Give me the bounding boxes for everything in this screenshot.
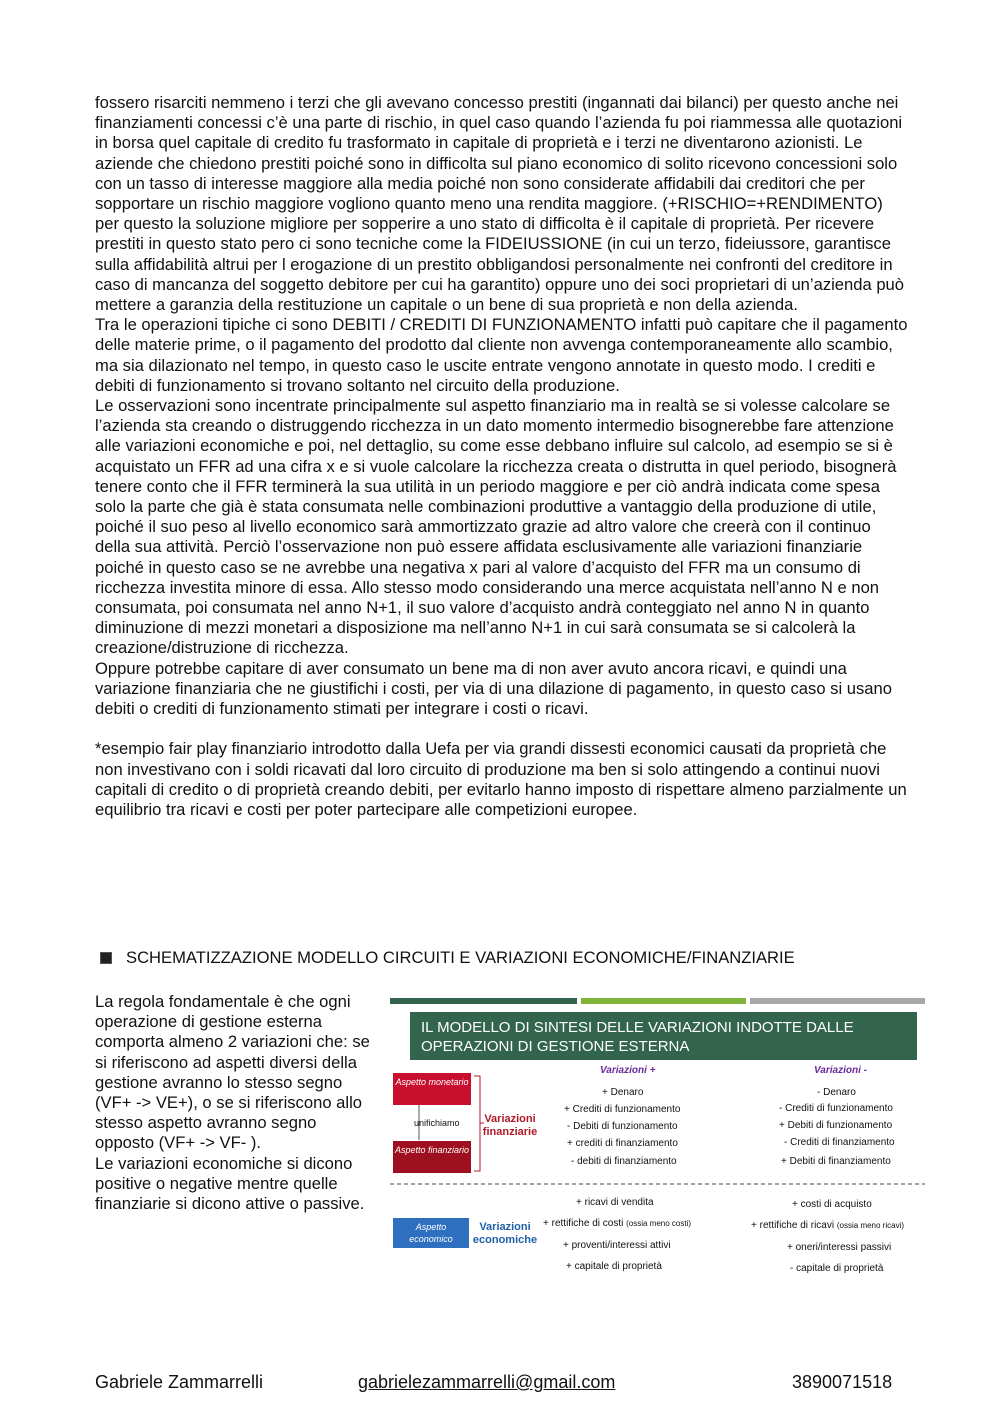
eco-minus-item-text: + rettifiche di ricavi [751,1220,835,1231]
eco-plus-item: + capitale di proprietà [566,1261,662,1272]
variazioni-finanziarie-label: Variazioni finanziarie [482,1113,538,1138]
paragraph: Oppure potrebbe capitare di aver consumato un bene ma di non aver avuto ancora ricavi, e quindi una variazione finanziaria che ne giustifichi i costi, per via di una dilazione di pagamento, in questo caso si usano debiti o crediti di funzionamento stimati per integrare i costi o ricavi. [95,658,892,719]
section-heading [100,947,795,969]
unifichiamo-label: unifichiamo [414,1118,460,1128]
fin-minus-item: + Debiti di finanziamento [781,1156,891,1167]
footnote-paragraph: *esempio fair play finanziario introdotto dalla Uefa per via grandi dissesti economici causati da proprietà che non investivano con i soldi ricavati dal loro circuito di produzione ma ben si solo attingendo a continui nuovi capitali di credito o di proprietà creando debiti, per evitarlo hanno imposto di rispettare almeno parzialmente un equilibrio tra ricavi e costi per poter partecipare alle competizioni europee. [95,739,907,819]
email-link[interactable]: gabrielezammarrelli@gmail.com [358,1372,616,1392]
eco-minus-item: + costi di acquisto [792,1199,872,1210]
eco-plus-item [543,1218,691,1229]
eco-minus-item: + oneri/interessi passivi [787,1242,892,1253]
paragraph: Le osservazioni sono incentrate principalmente sul aspetto finanziario ma in realtà se si volesse calcolare se l’azienda sta creando o distruggendo ricchezza in un dato momento intermedio bisognerebbe fare attenzione alle variazioni economiche e poi, nel dettaglio, su come esse debbano influire sul calcolo, ad esempio se si è acquistato un FFR ad una cifra x e si vuole calcolare la ricchezza creata o distrutta in quel periodo, bisognerà tenere conto che il FFR terminerà la sua utilità in un periodo maggiore e per ciò andrà indicata come spesa solo la parte che già è stata consumata nelle combinazioni produttive a vantaggio della produzione di utile, poiché il suo peso al livello economico sarà ammortizzato grazie ad altro valore che creerà con il continuo della sua attività. Perciò l’osservazione non può essere affidata esclusivamente alle variazioni finanziarie poiché in questo caso se ne avrebbe una negativa x pari al valore d’acquisto del FFR ma un consumo di ricchezza investita minore di essa. Allo stesso modo considerando una merce acquistata nell’anno N e non consumata, poi consumata nel anno N+1, il suo valore d’acquisto andrà conteggiato nel anno N in quanto diminuzione di mezzi monetari a disposizione ma nell’anno N+1 in cui sarà consumata se si calcolerà la creazione/distruzione di ricchezza. [95,396,897,658]
footer-phone: 3890071518 [792,1372,893,1392]
fin-plus-item: + Denaro [602,1087,644,1098]
eco-minus-item: - capitale di proprietà [790,1263,884,1274]
fin-plus-item: - Debiti di funzionamento [567,1121,678,1132]
eco-minus-item [751,1220,904,1231]
section-heading-text: SCHEMATIZZAZIONE MODELLO CIRCUITI E VARIAZIONI ECONOMICHE/FINANZIARIE [126,948,795,967]
body-text [95,93,910,820]
fin-minus-item: - Crediti di funzionamento [779,1103,893,1114]
aspetto-monetario-box: Aspetto monetario [393,1073,471,1105]
paragraph: Le variazioni economiche si dicono positive o negative mentre quelle finanziarie si dicono attive o passive. [95,1153,365,1214]
spacer [95,719,910,739]
column-head-minus: Variazioni - [814,1065,867,1076]
eco-plus-note: (ossia meno costi) [626,1219,692,1228]
column-head-plus: Variazioni + [600,1065,656,1076]
fin-minus-item: + Debiti di funzionamento [779,1120,893,1131]
fin-plus-item: - debiti di finanziamento [571,1156,677,1167]
fin-plus-item: + Crediti di funzionamento [564,1104,681,1115]
paragraph: Tra le operazioni tipiche ci sono DEBITI / CREDITI DI FUNZIONAMENTO infatti può capitare che il pagamento delle materie prime, o il pagamento del prodotto dal cliente non avvenga contemporaneamente allo scambio, ma sia dilazionato nel tempo, in questo caso le uscite entrate vengono annotate in questo modo. I crediti e debiti di funzionamento si trovano soltanto nel circuito della produzione. [95,315,908,395]
footer-name: Gabriele Zammarrelli [95,1372,264,1392]
fin-minus-item: - Crediti di finanziamento [784,1137,895,1148]
paragraph: La regola fondamentale è che ogni operazione di gestione esterna comporta almeno 2 variazioni che: se si riferiscono ad aspetti diversi della gestione avranno lo stesso segno (VF+ -> VE+), o se si riferiscono allo stesso aspetto avranno segno opposto (VF+ -> VF- ). [95,992,370,1153]
footer-email[interactable] [358,1371,615,1393]
eco-minus-note: (ossia meno ricavi) [836,1221,905,1230]
square-bullet-icon [100,952,112,964]
eco-plus-item: + ricavi di vendita [576,1197,654,1208]
side-text [95,992,375,1214]
diagram-title: IL MODELLO DI SINTESI DELLE VARIAZIONI INDOTTE DALLE OPERAZIONI DI GESTIONE ESTERNA [410,1012,917,1060]
paragraph: fossero risarciti nemmeno i terzi che gli avevano concesso prestiti (ingannati dai bilanci) per questo anche nei finanziamenti concessi c’è una parte di rischio, in quel caso quando l’azienda fu poi riammessa alle quotazioni in borsa quel capitale di credito fu trasformato in capitale di proprietà e i terzi ne diventarono azionisti. Le aziende che chiedono prestiti poiché sono in difficolta sul piano economico di solito ricevono concessioni solo con un tasso di interesse maggiore alla media poiché non sono considerate affidabili dai creditori che per sopportare un rischio maggiore vogliono quanto meno una rendita maggiore. (+RISCHIO=+RENDIMENTO) per questo la soluzione migliore per sopperire a uno stato di difficolta è il capitale di proprietà. Per ricevere prestiti in questo stato pero ci sono tecniche come la FIDEIUSSIONE (in cui un terzo, fideiussore, garantisce sulla affidabilità altrui per l erogazione di un prestito obbligandosi personalmente nei confronti del creditore in caso di mancanza del soggetto debitore per cui ha garantito) oppure uno dei soci proprietari di un’azienda può mettere a garanzia della restituzione un capitale o un bene di sua proprietà e non della azienda. [95,93,905,315]
eco-plus-item: + proventi/interessi attivi [563,1240,671,1251]
variazioni-economiche-label: Variazioni economiche [472,1221,538,1246]
fin-plus-item: + crediti di finanziamento [567,1138,678,1149]
aspetto-finanziario-box: Aspetto finanziario [393,1141,471,1173]
eco-plus-item-text: + rettifiche di costi [543,1218,624,1229]
aspetto-economico-box: Aspetto economico [393,1218,469,1248]
fin-minus-item: - Denaro [817,1087,856,1098]
variations-diagram [390,998,930,1283]
